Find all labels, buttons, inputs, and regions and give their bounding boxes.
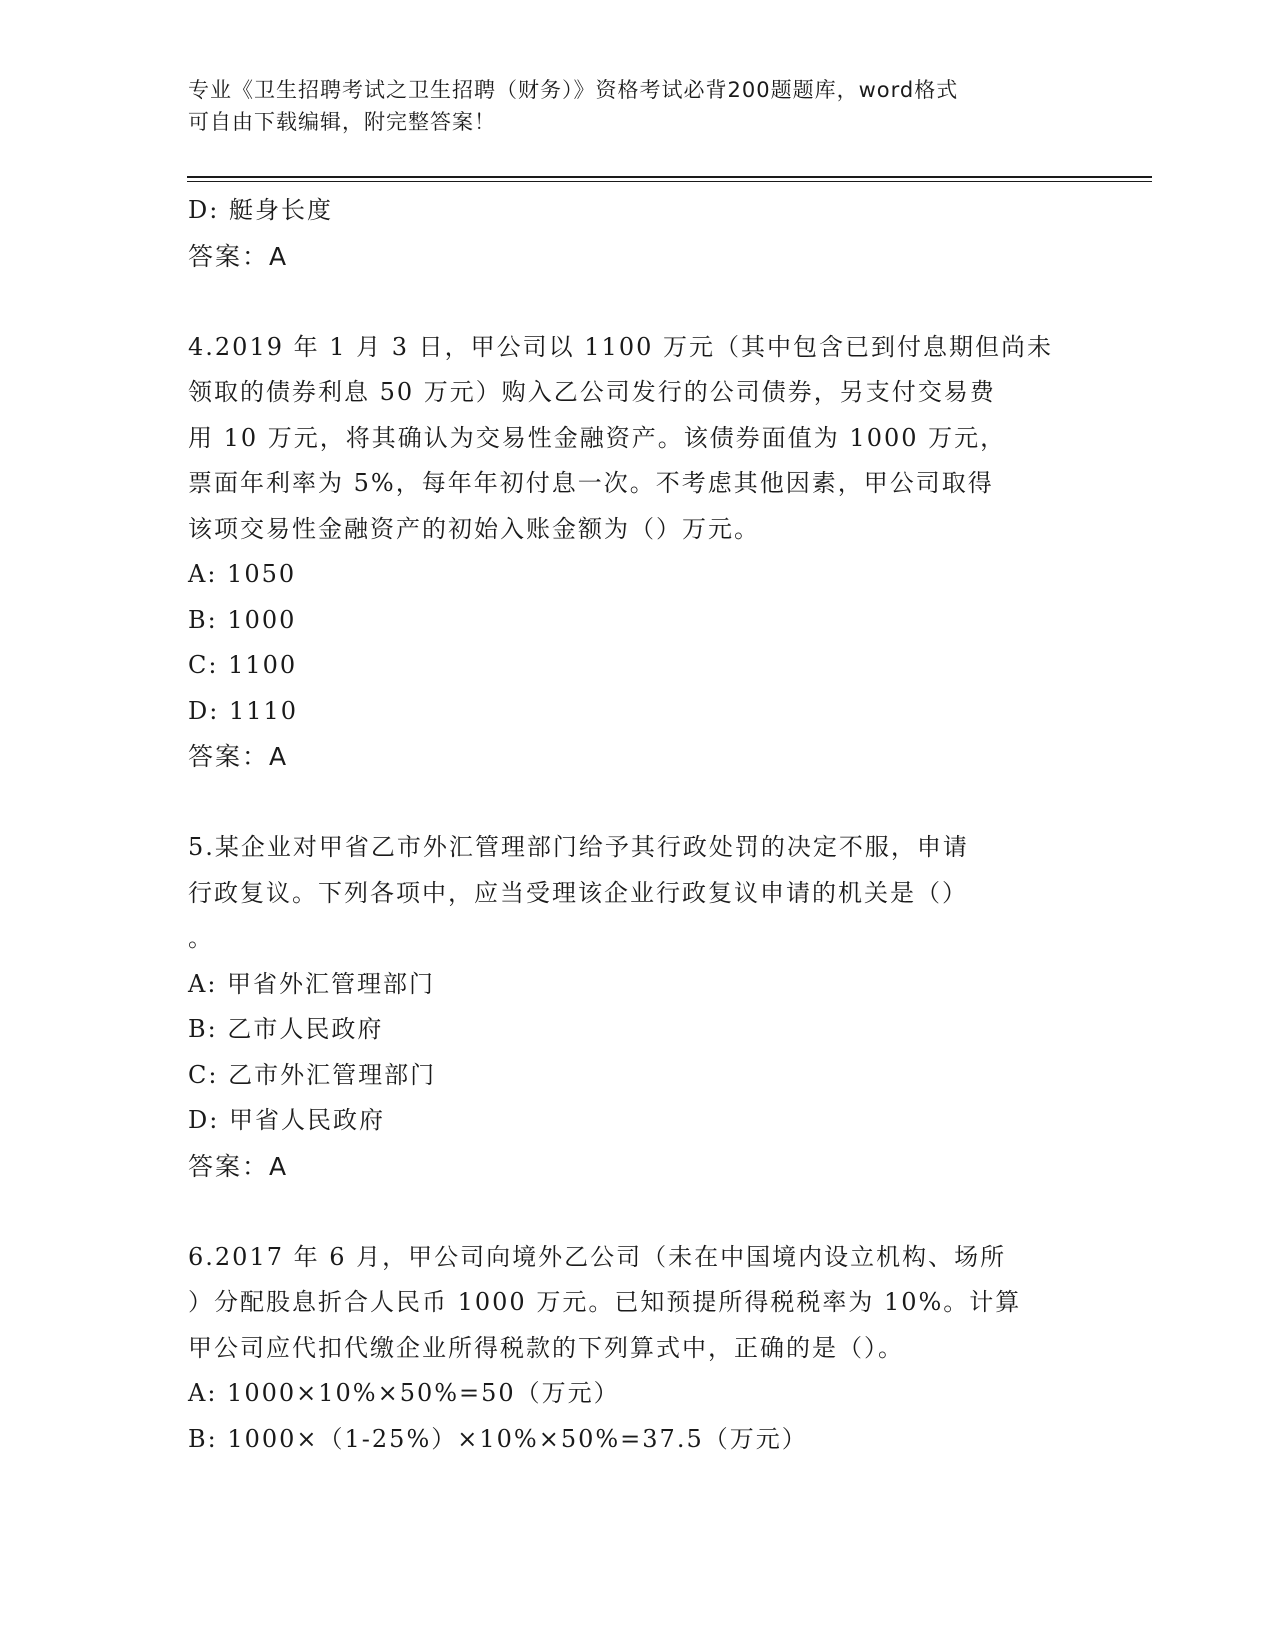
question-6-line: 甲公司应代扣代缴企业所得税款的下列算式中，正确的是（）。 <box>188 1333 904 1362</box>
spacer <box>188 1189 1088 1235</box>
question-4-line: 该项交易性金融资产的初始入账金额为（）万元。 <box>188 514 760 543</box>
prev-answer: 答案：A <box>188 241 289 271</box>
question-5-line: 行政复议。下列各项中，应当受理该企业行政复议申请的机关是（） <box>188 878 968 907</box>
spacer <box>188 780 1088 826</box>
question-4-option-b: B: 1000 <box>188 605 297 634</box>
question-5-answer: 答案：A <box>188 1151 289 1181</box>
question-5-line: 。 <box>188 924 214 952</box>
page-header: 专业《卫生招聘考试之卫生招聘（财务）》资格考试必背200题题库，word格式 可自由下载编辑，附完整答案！ <box>188 78 959 134</box>
question-6-option-b: B: 1000×（1-25%）×10%×50%=37.5（万元） <box>188 1424 808 1453</box>
question-5-option-d: D: 甲省人民政府 <box>188 1106 385 1134</box>
question-6-line: ）分配股息折合人民币 1000 万元。已知预提所得税税率为 10%。计算 <box>188 1288 1022 1316</box>
question-5-line: 5.某企业对甲省乙市外汇管理部门给予其行政处罚的决定不服，申请 <box>188 833 969 861</box>
question-4-line: 4.2019 年 1 月 3 日，甲公司以 1100 万元（其中包含已到付息期但尚未 <box>188 332 1053 361</box>
question-4-line: 用 10 万元，将其确认为交易性金融资产。该债券面值为 1000 万元， <box>188 423 1007 452</box>
question-4-line: 票面年利率为 5%，每年年初付息一次。不考虑其他因素，甲公司取得 <box>188 469 994 497</box>
question-4-answer: 答案：A <box>188 742 289 771</box>
question-4-option-d: D: 1110 <box>188 696 299 725</box>
question-5-option-c: C: 乙市外汇管理部门 <box>188 1060 437 1089</box>
spacer <box>188 279 1088 325</box>
question-4-line: 领取的债券利息 50 万元）购入乙公司发行的公司债券，另支付交易费 <box>188 378 996 406</box>
question-5 <box>188 825 1088 1189</box>
question-content <box>188 188 1088 1462</box>
question-4-option-c: C: 1100 <box>188 651 298 679</box>
question-5-option-a: A: 甲省外汇管理部门 <box>188 969 436 998</box>
header-rule-thin <box>187 181 1152 182</box>
question-6-option-a: A: 1000×10%×50%=50（万元） <box>188 1379 620 1407</box>
prev-option-d: D: 艇身长度 <box>188 196 333 224</box>
question-6 <box>188 1235 1088 1463</box>
question-4 <box>188 325 1088 780</box>
question-6-line: 6.2017 年 6 月，甲公司向境外乙公司（未在中国境内设立机构、场所 <box>188 1242 1007 1271</box>
header-rule-thick <box>187 176 1152 178</box>
question-5-option-b: B: 乙市人民政府 <box>188 1015 384 1043</box>
question-4-option-a: A: 1050 <box>188 560 297 588</box>
